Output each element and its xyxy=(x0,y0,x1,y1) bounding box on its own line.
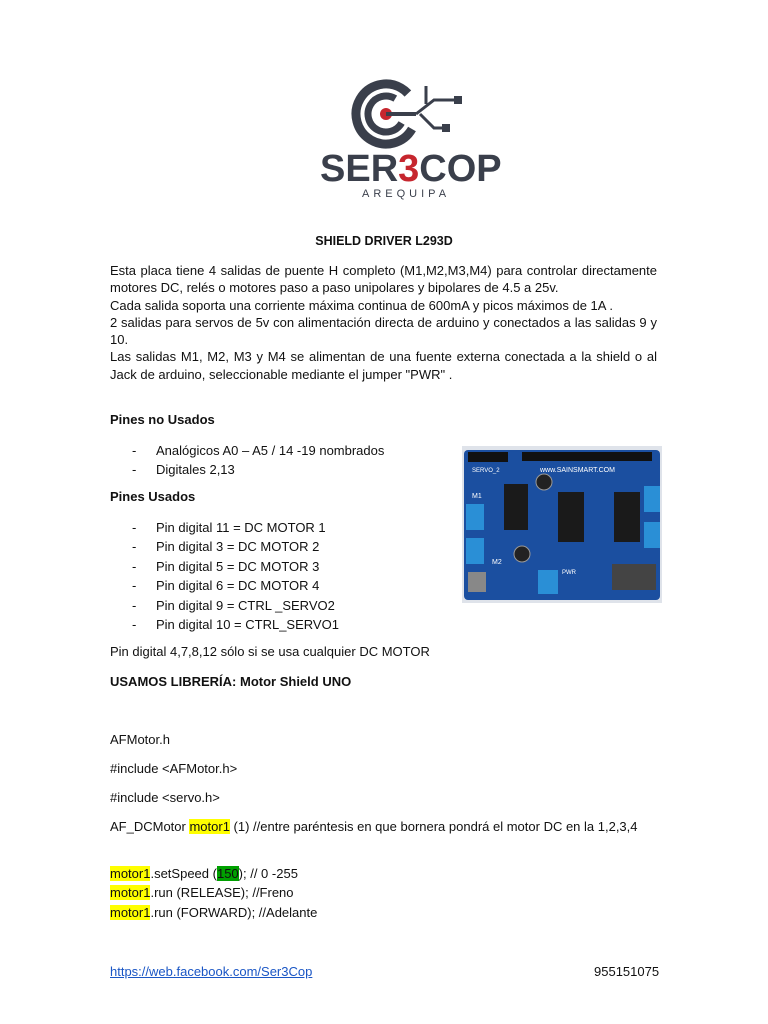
intro-line: 2 salidas para servos de 5v con alimentación directa de arduino y conectados a las salidas 9 y 10. xyxy=(110,314,657,348)
intro-line: Esta placa tiene 4 salidas de puente H completo (M1,M2,M3,M4) para controlar directamente motores DC, relés o motores paso a paso unipolares y bipolares de 4.5 a 25v. xyxy=(110,263,657,296)
used-pins-list xyxy=(110,518,440,634)
code-include-servo: #include <servo.h> xyxy=(110,790,220,805)
svg-text:PWR: PWR xyxy=(562,570,576,576)
intro-line: Cada salida soporta una corriente máxima continua de 600mA y picos máximos de 1A . xyxy=(110,297,613,313)
list-item: - Pin digital 10 = CTRL_SERVO1 xyxy=(132,617,339,633)
code-motor-declaration: AF_DCMotor motor1 (1) //entre paréntesis en que bornera pondrá el motor DC en la 1,2,3,4 xyxy=(110,819,638,834)
logo-circuit-icon xyxy=(316,78,506,158)
highlight-motor1: motor1 xyxy=(189,819,230,834)
svg-text:M2: M2 xyxy=(492,559,502,566)
motor-shield-board-image xyxy=(462,446,662,603)
list-item: - Pin digital 9 = CTRL _SERVO2 xyxy=(132,597,335,613)
highlight-speed-value: 150 xyxy=(216,866,239,881)
phone-number: 955151075 xyxy=(594,964,660,979)
facebook-link[interactable]: https://web.facebook.com/Ser3Cop xyxy=(110,964,313,979)
code-forward-line: motor1.run (FORWARD); //Adelante xyxy=(110,905,318,920)
used-pins-heading: Pines Usados xyxy=(110,489,196,504)
list-item: - Pin digital 3 = DC MOTOR 2 xyxy=(132,539,320,555)
unused-pins-list xyxy=(110,441,440,480)
library-heading: USAMOS LIBRERÍA: Motor Shield UNO xyxy=(110,674,352,689)
page-title: SHIELD DRIVER L293D xyxy=(315,234,453,248)
svg-text:www.SAINSMART.COM: www.SAINSMART.COM xyxy=(540,467,615,474)
code-header-file: AFMotor.h xyxy=(110,732,170,747)
intro-text xyxy=(110,262,657,383)
list-item: - Pin digital 11 = DC MOTOR 1 xyxy=(132,520,326,535)
list-item: - Pin digital 5 = DC MOTOR 3 xyxy=(132,558,320,574)
list-item: - Digitales 2,13 xyxy=(132,462,235,478)
intro-line: Las salidas M1, M2, M3 y M4 se alimentan de una fuente externa conectada a la shield o al Jack de arduino, seleccionable mediante el jumper "PWR" . xyxy=(110,349,657,382)
code-setspeed-line: motor1.setSpeed (150); // 0 -255 xyxy=(110,866,298,881)
logo-wordmark: SER3COP xyxy=(320,148,502,190)
svg-text:SERVO_2: SERVO_2 xyxy=(472,468,500,474)
list-item: - Analógicos A0 – A5 / 14 -19 nombrados xyxy=(132,443,385,458)
logo-city: AREQUIPA xyxy=(362,188,451,200)
list-item: - Pin digital 6 = DC MOTOR 4 xyxy=(132,578,320,594)
code-release-line: motor1.run (RELEASE); //Freno xyxy=(110,885,294,900)
code-include-afmotor: #include <AFMotor.h> xyxy=(110,761,238,776)
svg-text:M1: M1 xyxy=(472,493,482,500)
note-text: Pin digital 4,7,8,12 sólo si se usa cualquier DC MOTOR xyxy=(110,644,430,659)
unused-pins-heading: Pines no Usados xyxy=(110,412,215,427)
ser3cop-logo xyxy=(316,78,506,208)
